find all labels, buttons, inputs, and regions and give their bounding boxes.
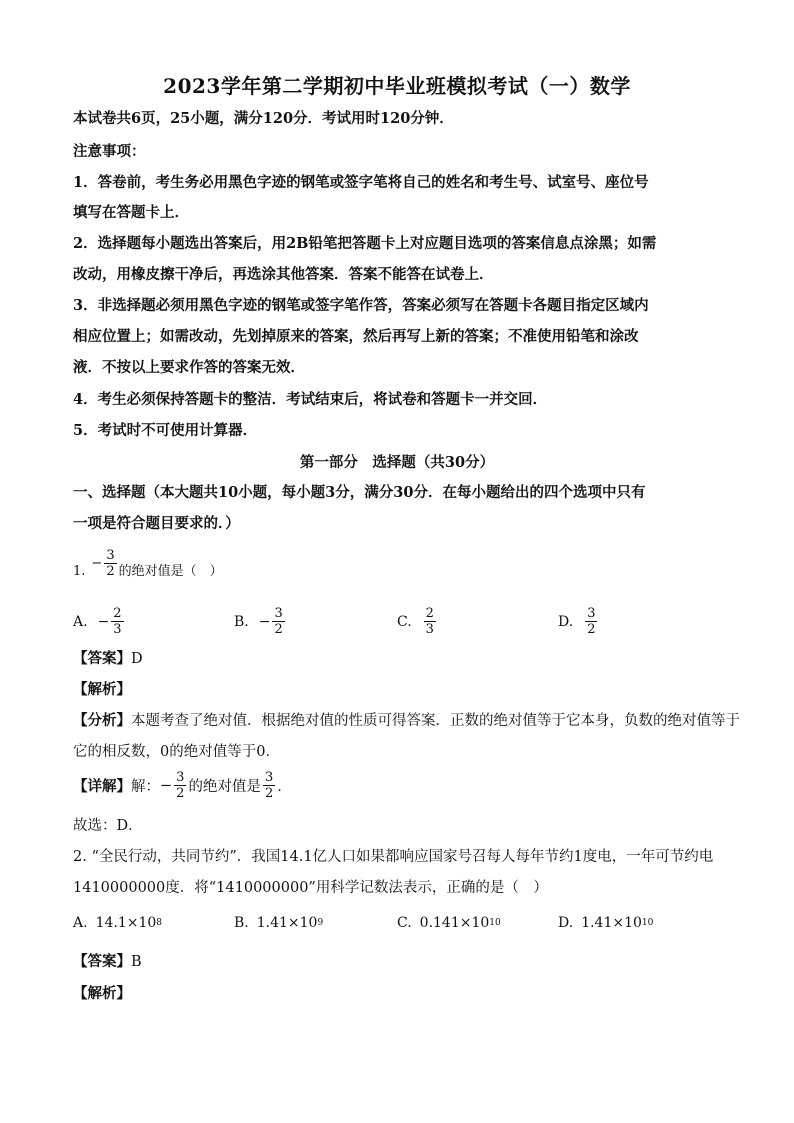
option-c bbox=[397, 606, 438, 637]
answer-tag: 【答案】 bbox=[73, 953, 131, 970]
option-label: D. bbox=[558, 915, 574, 931]
option-c bbox=[397, 915, 501, 931]
answer-line bbox=[73, 951, 733, 973]
notice-line: 改动，用橡皮擦干净后，再选涂其他答案．答案不能答在试卷上． bbox=[73, 266, 494, 283]
intro-text: 本试卷共6页，25小题，满分120分．考试用时120分钟． bbox=[73, 110, 454, 127]
option-base: 1.41×10 bbox=[581, 915, 642, 931]
numerator: 3 bbox=[176, 770, 185, 785]
option-base: 1.41×10 bbox=[256, 915, 318, 931]
fenxi-line: 它的相反数，0的绝对值等于0． bbox=[73, 744, 280, 760]
denominator: 2 bbox=[264, 786, 274, 801]
option-d bbox=[558, 606, 599, 637]
notice-line: 1．答卷前，考生务必用黑色字迹的钢笔或签字笔将自己的姓名和考生号、试室号、座位号 bbox=[73, 174, 649, 191]
denominator: 2 bbox=[176, 786, 185, 801]
notice-line: 3．非选择题必须用黑色字迹的钢笔或签字笔作答，答案必须写在答题卡各题目指定区域内 bbox=[73, 297, 649, 314]
detail-line bbox=[73, 770, 292, 801]
option-label: A. bbox=[73, 915, 88, 931]
fraction bbox=[104, 548, 116, 579]
section-desc: 一、选择题（本大题共10小题，每小题3分，满分30分．在每小题给出的四个选项中只有 bbox=[73, 484, 646, 501]
denominator: 2 bbox=[587, 622, 596, 637]
page-title: 2023学年第二学期初中毕业班模拟考试（一）数学 bbox=[163, 74, 631, 98]
numerator: 3 bbox=[587, 606, 596, 621]
detail-tag: 【详解】 bbox=[73, 778, 131, 795]
option-label: C. bbox=[397, 915, 412, 931]
notice-line: 液．不按以上要求作答的答案无效． bbox=[73, 359, 305, 376]
minus-sign: − bbox=[91, 556, 103, 571]
fraction bbox=[111, 606, 123, 637]
option-exponent: 9 bbox=[317, 918, 324, 928]
fenxi-text: 本题考查了绝对值．根据绝对值的性质可得答案．正数的绝对值等于它本身，负数的绝对值等于 bbox=[131, 713, 740, 729]
option-b bbox=[234, 606, 287, 637]
numerator: 3 bbox=[274, 606, 283, 621]
option-exponent: 10 bbox=[641, 918, 654, 928]
analysis-tag: 【解析】 bbox=[73, 985, 131, 1002]
notice-line: 填写在答题卡上． bbox=[73, 204, 189, 221]
option-exponent: 8 bbox=[156, 918, 163, 928]
option-label: A. bbox=[73, 613, 88, 630]
notice-line: 相应位置上；如需改动，先划掉原来的答案，然后再写上新的答案；不准使用铅笔和涂改 bbox=[73, 328, 639, 345]
numerator: 2 bbox=[113, 606, 122, 621]
notice-line: 2．选择题每小题选出答案后，用2B铅笔把答题卡上对应题目选项的答案信息点涂黑；如需 bbox=[73, 235, 657, 252]
analysis-tag: 【解析】 bbox=[73, 681, 131, 698]
fraction bbox=[263, 770, 275, 801]
minus-sign: − bbox=[160, 777, 173, 794]
fraction bbox=[272, 606, 284, 637]
fraction bbox=[585, 606, 597, 637]
notice-title: 注意事项： bbox=[73, 143, 146, 160]
question-2-line: 1410000000度．将“1410000000”用科学记数法表示，正确的是（ ） bbox=[73, 880, 548, 896]
notice-line: 4．考生必须保持答题卡的整洁．考试结束后，将试卷和答题卡一并交回． bbox=[73, 391, 548, 408]
option-a bbox=[73, 606, 126, 637]
section-desc: 一项是符合题目要求的．） bbox=[73, 515, 240, 532]
answer-tag: 【答案】 bbox=[73, 650, 131, 667]
answer-value: D bbox=[131, 651, 143, 667]
fraction bbox=[174, 770, 186, 801]
option-sign: − bbox=[258, 613, 271, 630]
notice-line: 5．考试时不可使用计算器． bbox=[73, 422, 258, 439]
answer-line bbox=[73, 648, 733, 670]
detail-text: 解： bbox=[131, 779, 160, 795]
option-b bbox=[234, 915, 323, 931]
question-1-stem bbox=[73, 548, 223, 579]
option-d bbox=[558, 915, 653, 931]
fraction bbox=[424, 606, 436, 637]
numerator: 3 bbox=[264, 770, 274, 785]
option-label: B. bbox=[234, 915, 249, 931]
denominator: 3 bbox=[425, 622, 434, 637]
option-sign: − bbox=[97, 613, 110, 630]
answer-value: B bbox=[131, 954, 142, 970]
denominator: 2 bbox=[274, 622, 283, 637]
part-title: 第一部分 选择题（共30分） bbox=[299, 454, 495, 471]
option-base: 0.141×10 bbox=[419, 915, 490, 931]
option-label: B. bbox=[234, 613, 249, 630]
question-text: 的绝对值是（ ） bbox=[118, 564, 223, 579]
choose-line: 故选：D． bbox=[73, 818, 143, 834]
numerator: 2 bbox=[425, 606, 434, 621]
option-a bbox=[73, 915, 162, 931]
denominator: 2 bbox=[106, 564, 115, 579]
question-number: 1. bbox=[73, 564, 86, 579]
detail-text: 的绝对值是 bbox=[188, 779, 261, 795]
option-label: C. bbox=[397, 613, 412, 630]
fenxi-tag: 【分析】 bbox=[73, 712, 131, 729]
detail-text: ． bbox=[277, 779, 292, 795]
question-2-line: 2. “全民行动，共同节约”．我国14.1亿人口如果都响应国家号召每人每年节约1度电，一年可节约电 bbox=[73, 849, 714, 865]
option-base: 14.1×10 bbox=[95, 915, 157, 931]
option-label: D. bbox=[558, 613, 574, 630]
denominator: 3 bbox=[113, 622, 122, 637]
option-exponent: 10 bbox=[489, 918, 501, 928]
numerator: 3 bbox=[106, 548, 115, 563]
fenxi-line bbox=[73, 710, 740, 732]
